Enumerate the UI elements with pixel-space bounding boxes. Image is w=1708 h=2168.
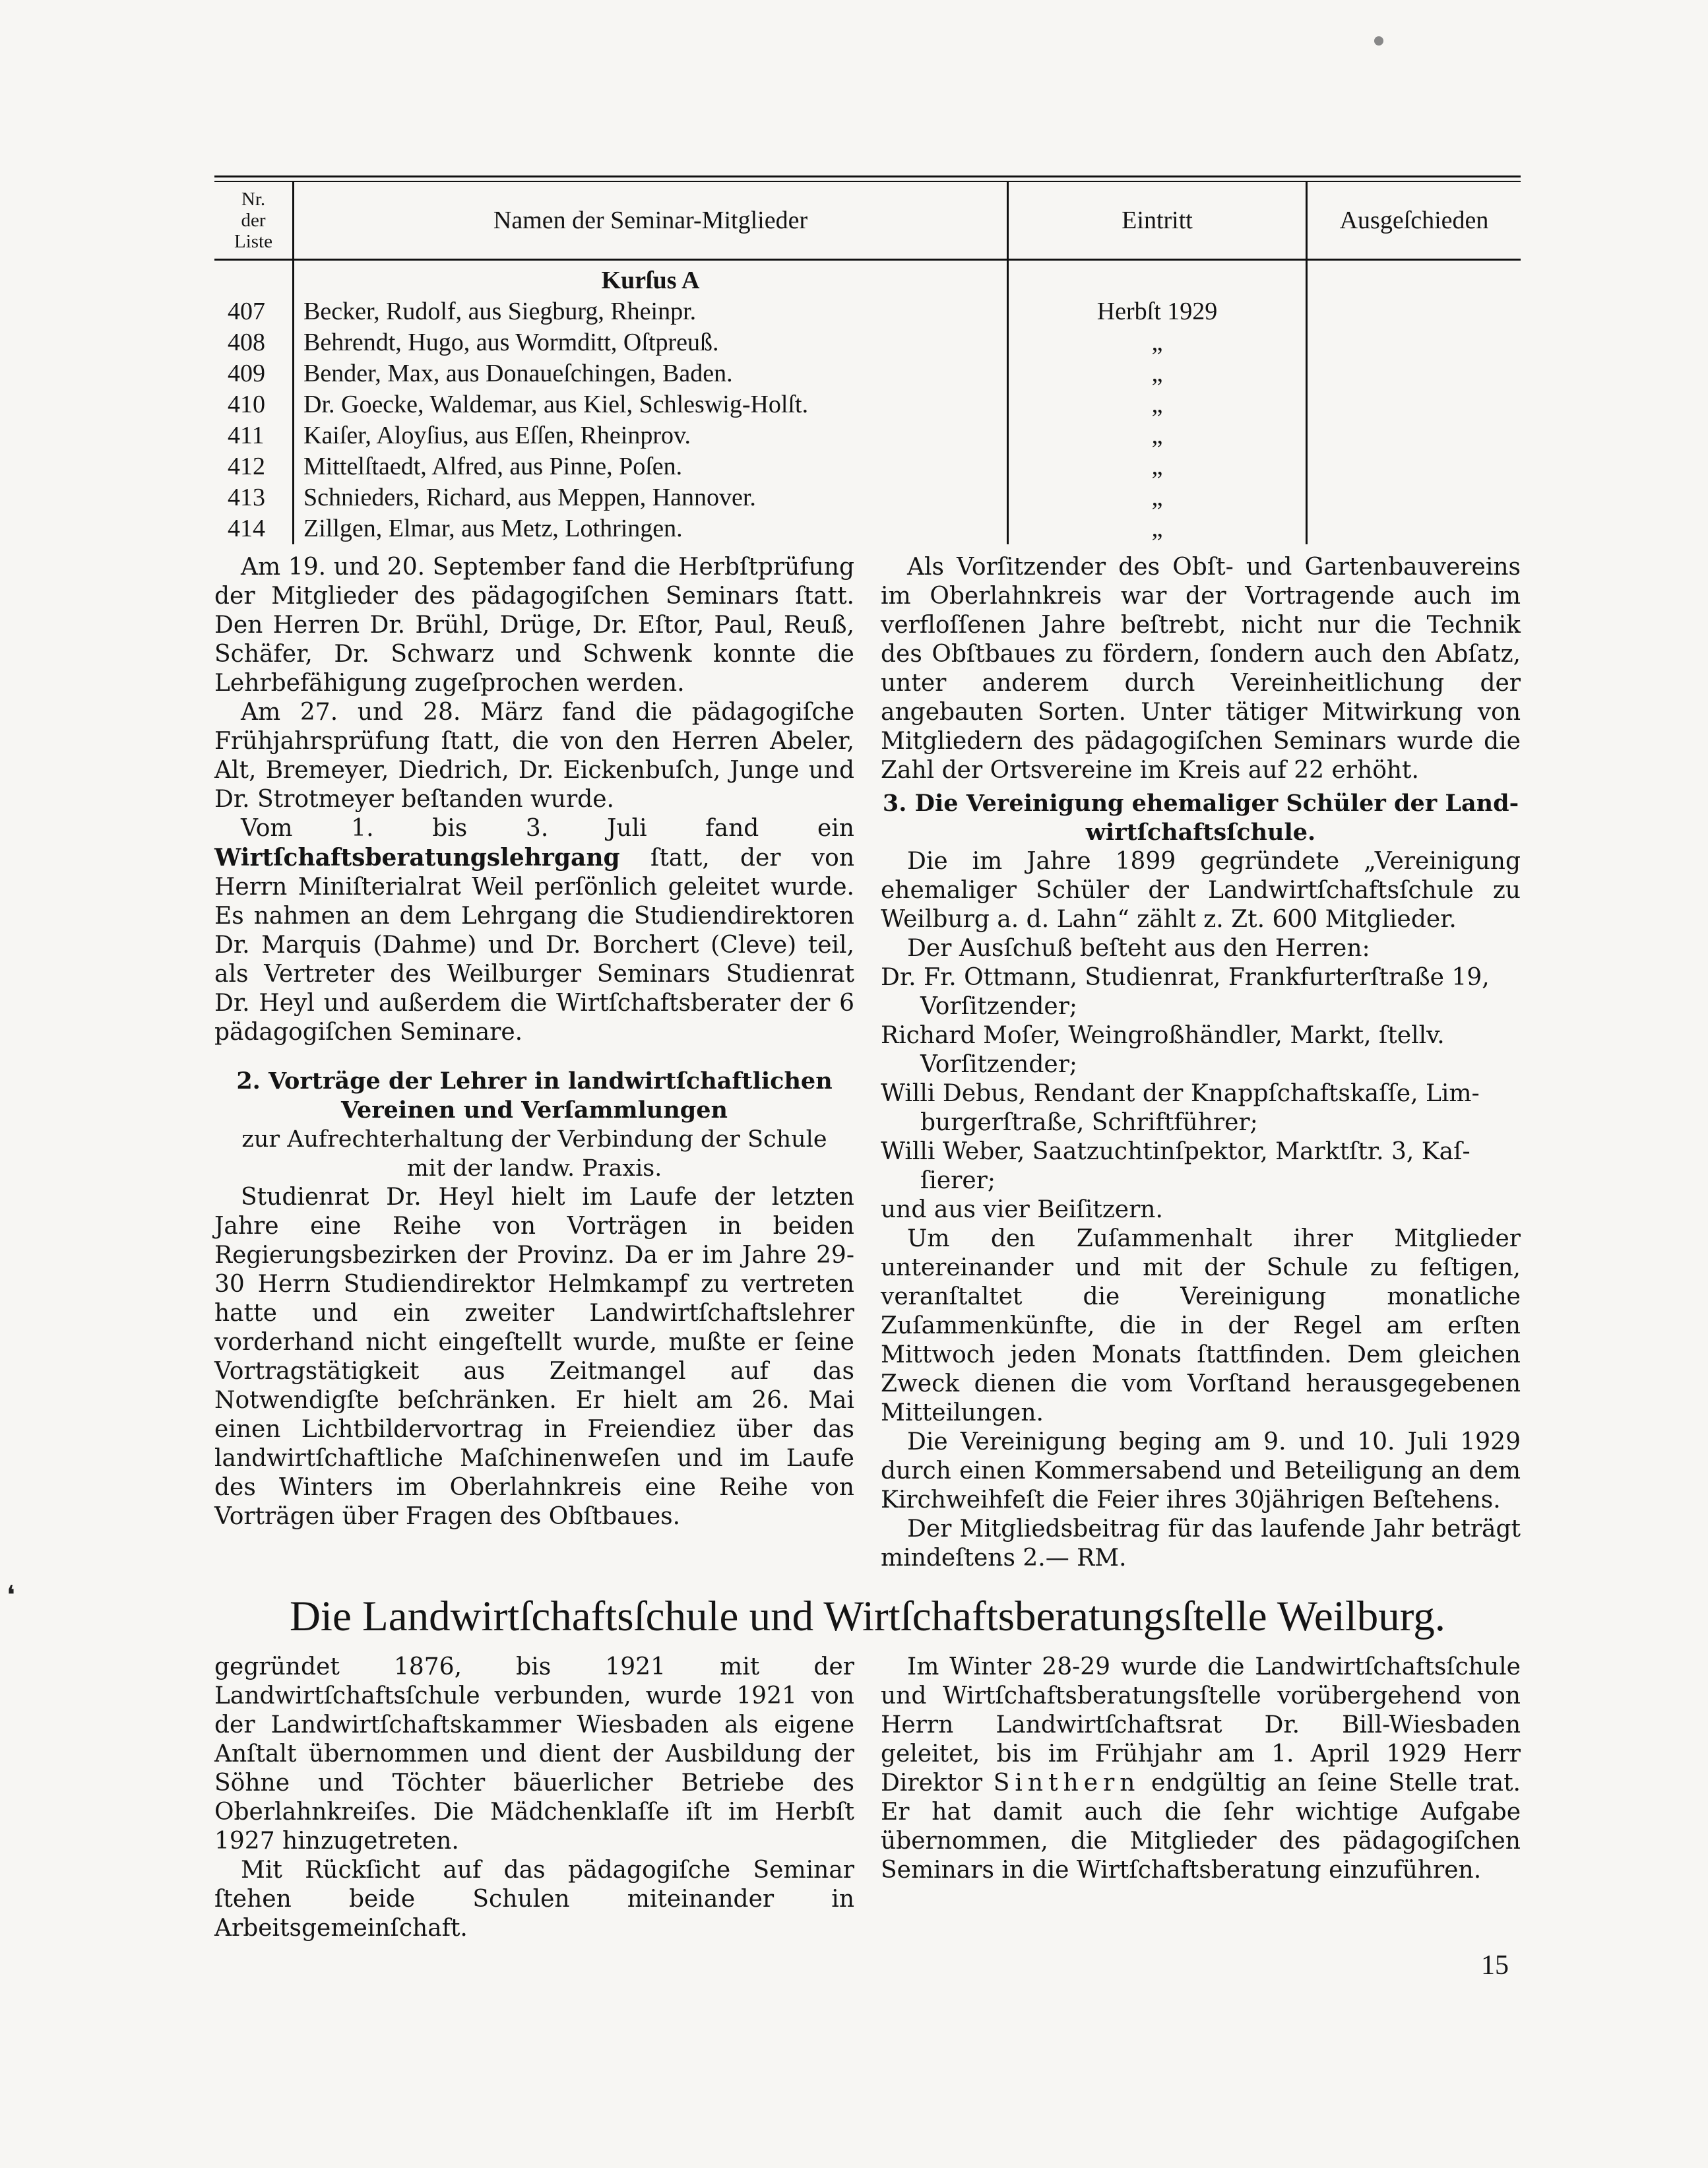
table-cell-nr: 411 [228, 422, 265, 449]
table-cell-nr: 408 [228, 329, 265, 356]
table-cell-name: Becker, Rudolf, aus Siegburg, Rheinpr. [303, 298, 697, 325]
bottom-right-column [881, 1653, 1521, 1885]
table-cell-eintritt: „ [1151, 391, 1163, 418]
paragraph: Am 19. und 20. September fand die Herbſtprüfung der Mitglieder des pädagogiſchen Seminars ſtatt. Den Herren Dr. Brühl, Drüge, Dr. Eſtor, Paul, Reuß, Schäfer, Dr. Schwarz und Schwenk konnte die Lehrbefähigung zugeſprochen werden. [214, 554, 854, 697]
bottom-left-column [214, 1653, 854, 1943]
header-nr-3: Liste [234, 231, 272, 252]
section-subtitle: zur Aufrechterhaltung der Verbindung der Schule [241, 1126, 827, 1153]
committee-member: Dr. Fr. Ottmann, Studienrat, Frankfurterſtraße 19, [881, 964, 1490, 991]
table-cell-nr: 414 [228, 515, 265, 542]
paragraph [881, 1653, 1521, 1885]
section-heading-2-cont: Vereinen und Verſammlungen [341, 1097, 728, 1124]
column-nr [214, 261, 294, 544]
header-ausgeschieden: Ausgeſchieden [1339, 207, 1489, 234]
table-cell-name: Kaiſer, Aloyſius, aus Eſſen, Rheinprov. [303, 422, 691, 449]
table-cell-eintritt: Herbſt 1929 [1096, 298, 1218, 325]
text-run: endgültig an ſeine Stelle trat. Er hat damit auch die ſehr wichtige Aufgabe übernommen, die Mitglieder des pädagogiſchen Seminars in die Wirtſchaftsberatung einzuführen. [881, 1769, 1521, 1884]
left-column [214, 553, 854, 1531]
committee-member: Willi Debus, Rendant der Knappſchaftskaſſe, Lim- [881, 1080, 1480, 1107]
table-cell-eintritt: „ [1151, 515, 1163, 542]
committee-member: Willi Weber, Saatzuchtinſpektor, Marktſtr. 3, Kaſ- [881, 1138, 1471, 1165]
page-title: Die Landwirtſchaftsſchule und Wirtſchaftsberatungsſtelle Weilburg. [289, 1593, 1446, 1640]
paragraph: Um den Zuſammenhalt ihrer Mitglieder untereinander und mit der Schule zu feſtigen, veranſtaltet die Vereinigung monatliche Zuſammenkünfte, die in der Regel am erſten Mittwoch jeden Monats ſtattfinden. Dem gleichen Zweck dienen die vom Vorſtand herausgegebenen Mitteilungen. [881, 1225, 1521, 1426]
table-cell-eintritt: „ [1151, 484, 1163, 511]
paragraph: Die im Jahre 1899 gegründete „Vereinigung ehemaliger Schüler der Landwirtſchaftsſchule zu Weilburg a. d. Lahn“ zählt z. Zt. 600 Mitglieder. [881, 848, 1521, 933]
committee-role: Vorſitzender; [920, 993, 1078, 1020]
section-heading: Kurſus A [601, 267, 700, 294]
committee-member: Richard Moſer, Weingroßhändler, Markt, ſtellv. [881, 1022, 1445, 1049]
paragraph: gegründet 1876, bis 1921 mit der Landwirtſchaftsſchule verbunden, wurde 1921 von der Landwirtſchaftskammer Wiesbaden als eigene Anſtalt übernommen und dient der Ausbildung der Söhne und Töchter bäuerlicher Betriebe des Oberlahnkreiſes. Die Mädchenklaſſe iſt im Herbſt 1927 hinzugetreten. [214, 1653, 854, 1855]
header-nr-1: Nr. [241, 189, 266, 210]
table-cell-nr: 413 [228, 484, 265, 511]
table-cell-name: Mittelſtaedt, Alfred, aus Pinne, Poſen. [303, 453, 683, 480]
table-cell-name: Behrendt, Hugo, aus Wormditt, Oſtpreuß. [303, 329, 719, 356]
table-cell-name: Bender, Max, aus Donaueſchingen, Baden. [303, 360, 733, 387]
table-body [214, 261, 1521, 544]
column-name [294, 261, 1009, 544]
column-ausgeschieden [1308, 261, 1521, 544]
text-run: ſtatt, der von Herrn Miniſterialrat Weil perſönlich geleitet wurde. Es nahmen an dem Lehrgang die Studiendirektoren Dr. Marquis (Dahme) und Dr. Borchert (Cleve) teil, als Vertreter des Weilburger Seminars Studienrat Dr. Heyl und außerdem die Wirtſchaftsberater der 6 pädagogiſchen Seminare. [214, 845, 854, 1046]
margin-mark: ❛ [7, 1580, 15, 1610]
table-cell-eintritt: „ [1151, 422, 1163, 449]
table-cell-nr: 409 [228, 360, 265, 387]
table-top-rule [214, 175, 1521, 177]
column-eintritt [1009, 261, 1308, 544]
section-heading-3: 3. Die Vereinigung ehemaliger Schüler der Land- [882, 790, 1519, 817]
paragraph: Am 27. und 28. März fand die pädagogiſche Frühjahrsprüfung ſtatt, die von den Herren Abeler, Alt, Bremeyer, Diedrich, Dr. Eickenbuſch, Junge und Dr. Strotmeyer beſtanden wurde. [214, 699, 854, 813]
paragraph: Der Mitgliedsbeitrag für das laufende Jahr beträgt mindeſtens 2.— RM. [881, 1515, 1521, 1572]
paragraph [214, 814, 854, 1047]
paragraph: Studienrat Dr. Heyl hielt im Laufe der letzten Jahre eine Reihe von Vorträgen in beiden Regierungsbezirken der Provinz. Da er im Jahre 29-30 Herrn Studiendirektor Helmkampf zu vertreten hatte und ein zweiter Landwirtſchaftslehrer vorderhand nicht eingeſtellt wurde, mußte er ſeine Vortragstätigkeit aus Zeitmangel auf das Notwendigſte beſchränken. Er hielt am 26. Mai einen Lichtbildervortrag in Freiendiez über das landwirtſchaftliche Maſchinenweſen und im Laufe des Winters im Oberlahnkreis eine Reihe von Vorträgen über Fragen des Obſtbaues. [214, 1184, 854, 1530]
paragraph: Mit Rückſicht auf das pädagogiſche Seminar ſtehen beide Schulen miteinander in Arbeitsgemeinſchaft. [214, 1857, 854, 1942]
table-header [214, 182, 1521, 261]
section-heading-3-cont: wirtſchaftsſchule. [1085, 819, 1316, 846]
section-heading-2: 2. Vorträge der Lehrer in landwirtſchaftlichen [236, 1068, 833, 1095]
table-cell-nr: 407 [228, 298, 265, 325]
header-eintritt: Eintritt [1009, 182, 1308, 259]
table-cell-name: Zillgen, Elmar, aus Metz, Lothringen. [303, 515, 683, 542]
header-nr-2: der [241, 210, 266, 231]
table-cell-nr: 410 [228, 391, 265, 418]
paragraph: Als Vorſitzender des Obſt- und Gartenbauvereins im Oberlahnkreis war der Vortragende auch im verfloſſenen Jahre beſtrebt, nicht nur die Technik des Obſtbaues zu fördern, ſondern auch den Abſatz, unter anderem durch Vereinheitlichung der angebauten Sorten. Unter tätiger Mitwirkung von Mitgliedern des pädagogiſchen Seminars wurde die Zahl der Ortsvereine im Kreis auf 22 erhöht. [881, 554, 1521, 784]
member-table [214, 175, 1521, 544]
table-cell-eintritt: „ [1151, 453, 1163, 480]
committee-role: Vorſitzender; [920, 1051, 1078, 1078]
text-run: Im Winter 28-29 wurde die Landwirtſchaftsſchule und Wirtſchaftsberatungsſtelle vorübergehend von Herrn Landwirtſchaftsrat Dr. Bill-Wiesbaden geleitet, bis im Frühjahr am 1. April 1929 Herr Direktor [881, 1653, 1521, 1797]
spaced-name: Sinthern [993, 1769, 1141, 1797]
header-name: Namen der Seminar-Mitglieder [294, 182, 1009, 259]
text-run: Vom 1. bis 3. Juli fand ein [241, 815, 854, 842]
table-cell-nr: 412 [228, 453, 265, 480]
header-nr [214, 182, 294, 259]
paragraph: Der Ausſchuß beſteht aus den Herren: [907, 935, 1370, 962]
page-number: 15 [1481, 1950, 1509, 1981]
committee-role: burgerſtraße, Schriftführer; [920, 1109, 1258, 1136]
table-cell-eintritt: „ [1151, 329, 1163, 356]
table-cell-name: Schnieders, Richard, aus Meppen, Hannover. [303, 484, 756, 511]
paragraph: Die Vereinigung beging am 9. und 10. Juli 1929 durch einen Kommersabend und Beteiligung an dem Kirchweihfeſt die Feier ihres 30jährigen Beſtehens. [881, 1428, 1521, 1514]
scan-dot [1374, 36, 1383, 46]
table-cell-eintritt: „ [1151, 360, 1163, 387]
bold-term: Wirtſchaftsberatungslehrgang [214, 844, 620, 872]
committee-note: und aus vier Beiſitzern. [881, 1196, 1163, 1223]
right-column [881, 553, 1521, 1573]
section-subtitle-cont: mit der landw. Praxis. [406, 1155, 662, 1182]
table-cell-name: Dr. Goecke, Waldemar, aus Kiel, Schleswig-Holſt. [303, 391, 809, 418]
committee-role: ſierer; [920, 1167, 996, 1194]
